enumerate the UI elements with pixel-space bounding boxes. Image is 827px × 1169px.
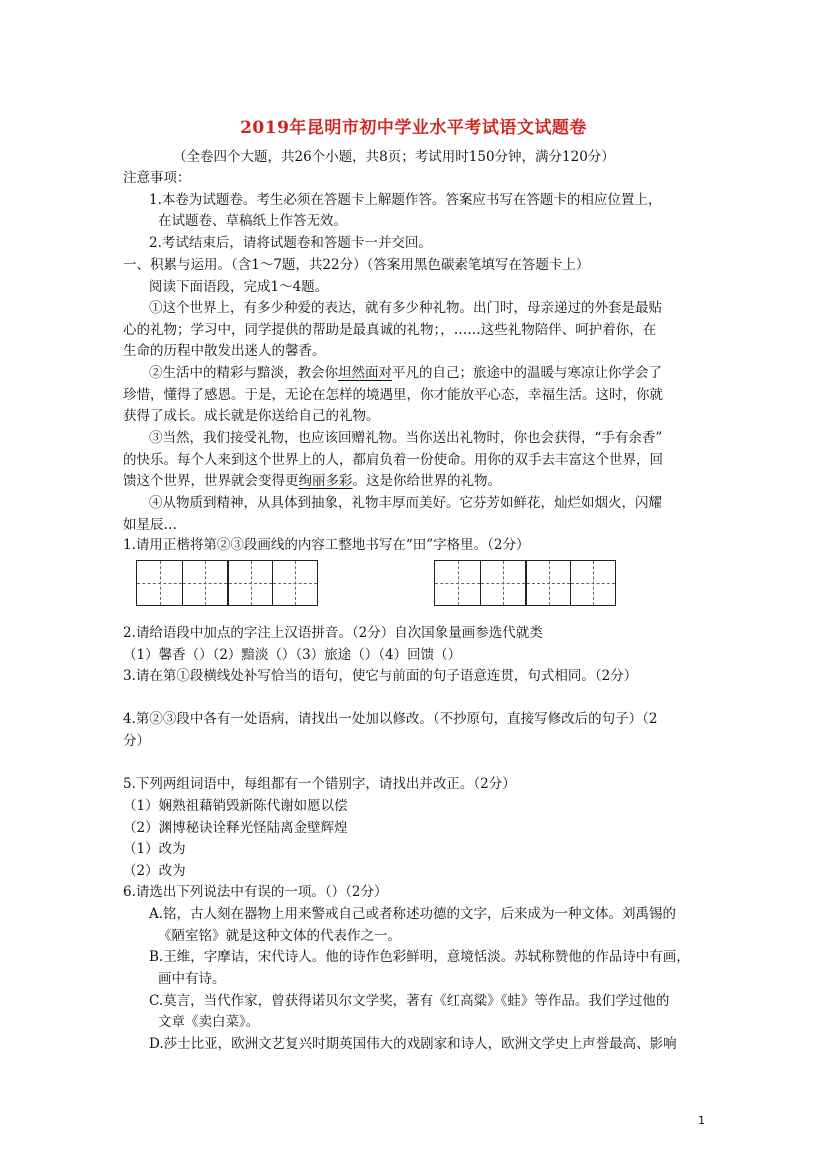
grid-cell[interactable] [272,561,317,605]
page-title: 2019年昆明市初中学业水平考试语文试题卷 [240,118,587,138]
paragraph-2-line: 获得了成长。成长就是你送给自己的礼物。 [123,408,380,424]
notice-item-2: 2.考试结束后，请将试题卷和答题卡一并交回。 [149,235,432,251]
grid-cell[interactable] [137,561,182,605]
text-segment: ②生活中的精彩与黯淡，教会你 [149,365,338,381]
grid-cell[interactable] [182,561,227,605]
paragraph-3-line: 的快乐。每个人来到这个世界上的人，都肩负着一份使命。用你的双手去丰富这个世界，回 [123,452,663,468]
question-5-group-2: （2）渊博秘诀诠释光怪陆离金壁辉煌 [123,820,348,836]
option-b: B.王维，字摩诘，宋代诗人。他的诗作色彩鲜明，意境恬淡。苏轼称赞他的作品诗中有画， [149,949,690,965]
option-a-cont: 《陋室铭》就是这种文体的代表作之一。 [158,928,401,944]
question-6: 6.请选出下列说法中有误的一项。（）（2分） [123,884,388,900]
option-a: A.铭，古人刻在器物上用来警戒自己或者称述功德的文字，后来成为一种文体。刘禹锡的 [149,906,677,922]
underlined-phrase: 坦然面对 [338,365,392,381]
paragraph-2-line: 珍惜，懂得了感恩。于是，无论在怎样的境遇里，你才能放平心态，幸福生活。这时，你就 [123,387,663,403]
question-4: 4.第②③段中各有一处语病，请找出一处加以修改。（不抄原句，直接写修改后的句子）（2 [123,711,658,727]
notice-item-1-cont: 在试题卷、草稿纸上作答无效。 [158,213,347,229]
question-3: 3.请在第①段横线处补写恰当的语句，使它与前面的句子语意连贯，句式相同。（2分） [123,668,638,684]
paragraph-1-line: ①这个世界上，有多少种爱的表达，就有多少种礼物。出门时，母亲递过的外套是最贴 [149,300,662,316]
writing-grid-left[interactable] [136,560,318,606]
paragraph-3-line: ③当然，我们接受礼物，也应该回赠礼物。当你送出礼物时，你也会获得，“手有余香” [149,430,663,446]
notice-heading: 注意事项： [123,170,191,186]
text-segment: 馈这个世界，世界就会变得更 [123,473,299,489]
paragraph-4-line: ④从物质到精神，从具体到抽象，礼物丰厚而美好。它芬芳如鲜花，灿烂如烟火，闪耀 [149,495,662,511]
section-1-heading: 一、积累与运用。（含1～7题，共22分）（答案用黑色碳素笔填写在答题卡上） [123,257,590,273]
grid-cell[interactable] [570,561,615,605]
exam-info: （全卷四个大题，共26个小题，共8页；考试用时150分钟，满分120分） [173,149,615,165]
paragraph-2-line [149,363,662,383]
paragraph-3-line [123,471,501,491]
text-segment: 。这是你给世界的礼物。 [352,473,501,489]
writing-grid-right[interactable] [434,560,616,606]
option-b-cont: 画中有诗。 [158,971,226,987]
page-number: 1 [698,1114,705,1127]
grid-cell[interactable] [227,561,272,605]
grid-cell[interactable] [435,561,480,605]
underlined-phrase: 绚丽多彩 [298,473,353,489]
question-5-group-1: （1）娴熟祖藉销毁新陈代谢如愿以偿 [123,798,348,814]
question-5-answer-1: （1）改为 [123,841,186,857]
option-c-cont: 文章《卖白菜》。 [158,1014,260,1030]
paragraph-1-line: 心的礼物；学习中，同学提供的帮助是最真诚的礼物；，……这些礼物陪伴、呵护着你，在 [123,322,657,338]
question-5: 5.下列两组词语中，每组都有一个错别字，请找出并改正。（2分） [123,776,516,792]
text-segment: 平凡的自己；旅途中的温暖与寒凉让你学会了 [392,365,662,381]
option-d: D.莎士比亚，欧洲文艺复兴时期英国伟大的戏剧家和诗人，欧洲文学史上声誉最高、影响 [149,1036,677,1052]
question-4-cont: 分） [123,733,150,749]
question-1: 1.请用正楷将第②③段画线的内容工整地书写在“田”字格里。（2分） [123,537,530,553]
question-2-options: （1）馨香（）（2）黯淡（）（3）旅途（）（4）回馈（） [123,647,462,663]
reading-intro: 阅读下面语段，完成1～4题。 [149,279,329,295]
option-c: C.莫言，当代作家，曾获得诺贝尔文学奖，著有《红高粱》《蛙》等作品。我们学过他的 [149,993,670,1009]
question-2: 2.请给语段中加点的字注上汉语拼音。（2分）自次国象量画参选代就类 [123,625,543,641]
paragraph-1-line: 生命的历程中散发出迷人的馨香。 [123,343,326,359]
notice-item-1: 1.本卷为试题卷。考生必须在答题卡上解题作答。答案应书写在答题卡的相应位置上， [149,192,662,208]
grid-cell[interactable] [480,561,525,605]
grid-cell[interactable] [525,561,570,605]
question-5-answer-2: （2）改为 [123,863,186,879]
paragraph-4-line: 如星辰… [123,517,177,533]
